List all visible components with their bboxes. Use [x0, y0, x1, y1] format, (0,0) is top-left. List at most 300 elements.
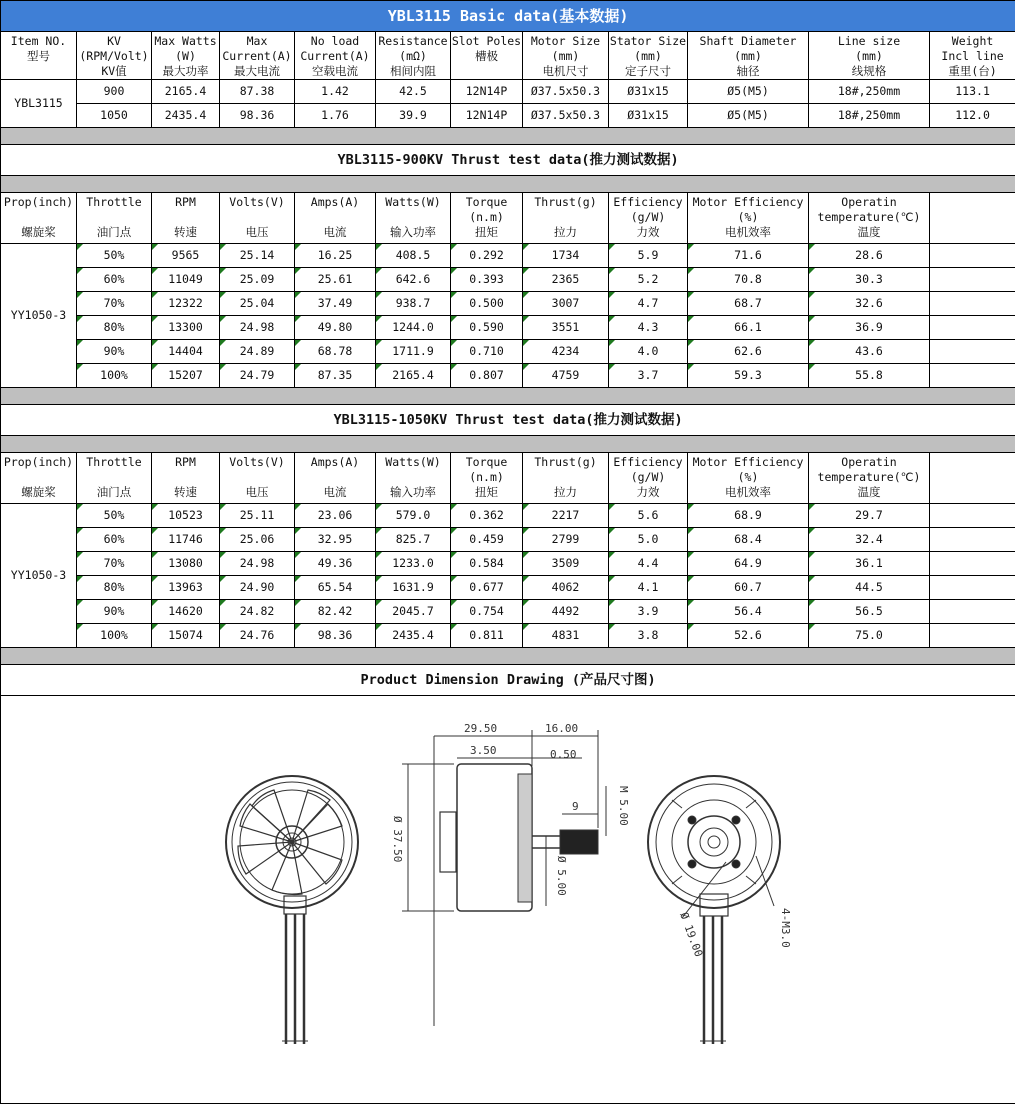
thrust-data-cell: 14404: [152, 340, 220, 364]
thrust-data-cell: 4492: [523, 600, 609, 624]
thrust-data-cell: 55.8: [809, 364, 930, 388]
thrust-data-cell: 30.3: [809, 268, 930, 292]
empty-header-cell: [930, 453, 1015, 504]
header-line: 力效: [636, 485, 660, 499]
header-line: KV: [107, 34, 121, 48]
thrust-data-cell: 3007: [523, 292, 609, 316]
header-line: 槽极: [475, 49, 498, 63]
thrust-data-cell: 64.9: [688, 552, 809, 576]
motor-front-view: [226, 776, 358, 1044]
basic-header-cell: [295, 32, 376, 80]
thrust-header-cell: [295, 453, 376, 504]
thrust-data-cell: 12322: [152, 292, 220, 316]
basic-data-cell: 113.1: [930, 80, 1015, 104]
thrust-data-cell: 43.6: [809, 340, 930, 364]
header-line: 型号: [27, 49, 50, 63]
thrust-data-cell: 59.3: [688, 364, 809, 388]
thrust-data-cell: 5.9: [609, 244, 688, 268]
basic-data-cell: 112.0: [930, 104, 1015, 128]
dim-5-00: Ø 5.00: [554, 856, 568, 896]
empty-cell: [930, 340, 1015, 364]
thrust-data-cell: 3509: [523, 552, 609, 576]
test900-body: [1, 244, 1015, 388]
thrust-data-cell: 4234: [523, 340, 609, 364]
thrust-data-cell: 25.11: [220, 504, 295, 528]
thrust-data-row: [1, 624, 1015, 648]
thrust-data-cell: 1244.0: [376, 316, 451, 340]
thrust-data-cell: 24.98: [220, 316, 295, 340]
thrust-data-cell: 0.754: [451, 600, 523, 624]
thrust-data-cell: 28.6: [809, 244, 930, 268]
thrust-data-cell: 5.6: [609, 504, 688, 528]
thrust-header-cell: [77, 453, 152, 504]
header-line: Amps(A): [310, 195, 360, 209]
separator: [1, 128, 1015, 145]
header-line: 线规格: [851, 64, 887, 78]
thrust-data-row: [1, 316, 1015, 340]
header-line: 电流: [323, 225, 347, 239]
header-line: Current(A): [300, 49, 370, 63]
header-line: 相间内阻: [390, 64, 436, 78]
header-line: (mm): [855, 49, 883, 63]
thrust-header-cell: [220, 453, 295, 504]
dim-4-m3: 4-M3.0: [778, 908, 792, 948]
header-line: No load: [310, 34, 360, 48]
basic-data-cell: Ø31x15: [609, 80, 688, 104]
thrust-header-cell: [220, 193, 295, 244]
thrust-data-cell: 1711.9: [376, 340, 451, 364]
thrust-header-cell: [451, 193, 523, 244]
header-line: Throttle: [86, 455, 142, 469]
thrust-data-cell: 65.54: [295, 576, 376, 600]
thrust-data-row: [1, 504, 1015, 528]
header-line: 最大功率: [162, 64, 209, 78]
thrust-data-cell: 0.807: [451, 364, 523, 388]
empty-cell: [930, 528, 1015, 552]
basic-header-cell: [1, 32, 77, 80]
empty-header-cell: [930, 193, 1015, 244]
dim-29-50: 29.50: [463, 722, 497, 735]
thrust-data-cell: 70%: [77, 292, 152, 316]
thrust-data-cell: 24.82: [220, 600, 295, 624]
header-line: 重里(台): [948, 64, 997, 78]
thrust-data-cell: 9565: [152, 244, 220, 268]
header-line: (%): [737, 470, 759, 484]
header-line: Slot Poles: [451, 34, 522, 48]
header-line: 油门点: [96, 485, 132, 499]
separator: [1, 436, 1015, 453]
header-line: [220, 470, 294, 485]
header-line: Efficiency: [613, 195, 683, 209]
dim-3-50: 3.50: [469, 744, 497, 757]
header-line: Volts(V): [229, 195, 285, 209]
thrust-data-cell: 0.500: [451, 292, 523, 316]
thrust-data-cell: 70%: [77, 552, 152, 576]
dim-m5: M 5.00: [616, 786, 630, 826]
dim-37-50: Ø 37.50: [390, 816, 404, 863]
thrust-data-cell: 37.49: [295, 292, 376, 316]
header-line: 输入功率: [390, 225, 436, 239]
thrust-data-cell: 2365: [523, 268, 609, 292]
thrust-header-cell: [809, 453, 930, 504]
thrust-data-cell: 23.06: [295, 504, 376, 528]
header-line: Motor Size: [530, 34, 601, 48]
prop-cell: YY1050-3: [1, 504, 77, 648]
empty-cell: [930, 624, 1015, 648]
thrust-data-cell: 0.590: [451, 316, 523, 340]
basic-data-cell: 98.36: [220, 104, 295, 128]
header-line: (RPM/Volt): [79, 49, 149, 63]
empty-cell: [930, 552, 1015, 576]
header-line: RPM: [175, 455, 196, 469]
thrust-data-cell: 52.6: [688, 624, 809, 648]
thrust-data-cell: 25.61: [295, 268, 376, 292]
thrust-data-cell: 36.9: [809, 316, 930, 340]
basic-header-cell: [220, 32, 295, 80]
thrust-header-cell: [523, 193, 609, 244]
thrust-data-cell: 938.7: [376, 292, 451, 316]
header-line: 油门点: [96, 225, 132, 239]
header-line: Prop(inch): [3, 195, 74, 209]
thrust-data-cell: 11746: [152, 528, 220, 552]
thrust-data-cell: 50%: [77, 504, 152, 528]
thrust-data-cell: 15207: [152, 364, 220, 388]
thrust-data-cell: 15074: [152, 624, 220, 648]
test1050-header-row: [1, 453, 1015, 504]
thrust-data-cell: 3.8: [609, 624, 688, 648]
thrust-data-cell: 56.5: [809, 600, 930, 624]
thrust-data-row: [1, 576, 1015, 600]
basic-data-cell: Ø37.5x50.3: [523, 80, 609, 104]
basic-data-cell: 1.76: [295, 104, 376, 128]
thrust-data-cell: 62.6: [688, 340, 809, 364]
empty-cell: [930, 504, 1015, 528]
thrust-data-row: [1, 600, 1015, 624]
header-line: Motor Efficiency: [692, 195, 804, 209]
header-line: [523, 210, 608, 225]
thrust-header-cell: [809, 193, 930, 244]
test900-title: YBL3115-900KV Thrust test data(推力测试数据): [1, 145, 1015, 176]
dim-16-00: 16.00: [544, 722, 578, 735]
empty-cell: [930, 268, 1015, 292]
thrust-data-cell: 90%: [77, 340, 152, 364]
header-line: temperature(℃): [817, 210, 921, 224]
thrust-data-cell: 24.98: [220, 552, 295, 576]
header-line: Item NO.: [10, 34, 67, 48]
thrust-header-cell: [376, 453, 451, 504]
thrust-data-cell: 3551: [523, 316, 609, 340]
header-line: 定子尺寸: [625, 64, 671, 78]
empty-cell: [930, 244, 1015, 268]
thrust-data-cell: 2435.4: [376, 624, 451, 648]
header-line: [376, 210, 450, 225]
thrust-data-cell: 25.06: [220, 528, 295, 552]
thrust-data-cell: 32.95: [295, 528, 376, 552]
thrust-data-cell: 0.459: [451, 528, 523, 552]
header-line: [77, 470, 151, 485]
thrust-data-cell: 4.4: [609, 552, 688, 576]
thrust-data-cell: 49.80: [295, 316, 376, 340]
thrust-data-cell: 0.677: [451, 576, 523, 600]
header-line: (n.m): [469, 210, 504, 224]
thrust-data-cell: 71.6: [688, 244, 809, 268]
header-line: (%): [737, 210, 759, 224]
header-line: [1, 470, 76, 485]
thrust-data-cell: 80%: [77, 576, 152, 600]
thrust-header-cell: [609, 453, 688, 504]
dimension-drawing: [2, 696, 1015, 1099]
header-line: 电机效率: [725, 225, 771, 239]
thrust-header-cell: [152, 193, 220, 244]
header-line: 输入功率: [390, 485, 436, 499]
header-line: 电压: [245, 485, 269, 499]
header-line: Torque: [465, 195, 508, 209]
thrust-data-cell: 408.5: [376, 244, 451, 268]
thrust-data-row: [1, 364, 1015, 388]
header-line: Efficiency: [613, 455, 683, 469]
empty-cell: [930, 364, 1015, 388]
header-line: Operatin: [841, 455, 897, 469]
basic-data-cell: 1050: [77, 104, 152, 128]
header-line: 转速: [174, 225, 197, 239]
thrust-header-cell: [295, 193, 376, 244]
basic-data-cell: Ø5(M5): [688, 80, 809, 104]
header-line: (mm): [551, 49, 580, 63]
header-line: (mΩ): [399, 49, 427, 63]
header-line: 螺旋桨: [21, 225, 56, 239]
thrust-data-cell: 90%: [77, 600, 152, 624]
thrust-header-cell: [688, 453, 809, 504]
thrust-data-cell: 4.1: [609, 576, 688, 600]
header-line: Shaft Diameter: [699, 34, 797, 48]
thrust-data-cell: 60%: [77, 528, 152, 552]
header-line: Line size: [837, 34, 901, 48]
header-line: [152, 470, 219, 485]
header-line: KV值: [101, 64, 127, 78]
thrust-data-cell: 66.1: [688, 316, 809, 340]
basic-data-cell: Ø5(M5): [688, 104, 809, 128]
thrust-data-cell: 0.362: [451, 504, 523, 528]
basic-header-row: [1, 32, 1015, 80]
basic-data-cell: 18#,250mm: [809, 80, 930, 104]
thrust-data-cell: 68.78: [295, 340, 376, 364]
thrust-data-row: [1, 340, 1015, 364]
thrust-data-cell: 44.5: [809, 576, 930, 600]
header-line: [220, 210, 294, 225]
thrust-header-cell: [152, 453, 220, 504]
thrust-data-cell: 16.25: [295, 244, 376, 268]
header-line: [376, 470, 450, 485]
basic-data-row: [1, 104, 1015, 128]
basic-header-cell: [688, 32, 809, 80]
dim-9: 9: [571, 800, 579, 813]
thrust-data-cell: 98.36: [295, 624, 376, 648]
thrust-data-cell: 25.04: [220, 292, 295, 316]
header-line: Throttle: [86, 195, 142, 209]
thrust-data-cell: 68.9: [688, 504, 809, 528]
thrust-data-cell: 14620: [152, 600, 220, 624]
header-line: (n.m): [469, 470, 504, 484]
header-line: 扭矩: [475, 485, 498, 499]
header-line: RPM: [175, 195, 196, 209]
header-line: Thrust(g): [534, 455, 597, 469]
thrust-data-cell: 60%: [77, 268, 152, 292]
thrust-data-row: [1, 528, 1015, 552]
thrust-data-cell: 5.2: [609, 268, 688, 292]
thrust-header-cell: [77, 193, 152, 244]
motor-side-view: [402, 730, 606, 1026]
thrust-data-cell: 13300: [152, 316, 220, 340]
basic-data-cell: 87.38: [220, 80, 295, 104]
header-line: Max Watts: [154, 34, 217, 48]
basic-header-cell: [376, 32, 451, 80]
thrust-data-cell: 2217: [523, 504, 609, 528]
basic-body: [1, 80, 1015, 128]
basic-header-cell: [930, 32, 1015, 80]
separator: [1, 176, 1015, 193]
dim-19-00: Ø 19.00: [676, 910, 705, 959]
header-line: Prop(inch): [3, 455, 74, 469]
motor-back-view: [648, 776, 780, 1044]
thrust-data-cell: 0.710: [451, 340, 523, 364]
thrust-data-cell: 1631.9: [376, 576, 451, 600]
thrust-data-cell: 25.09: [220, 268, 295, 292]
thrust-data-cell: 29.7: [809, 504, 930, 528]
header-line: (mm): [634, 49, 662, 63]
basic-header-cell: [152, 32, 220, 80]
basic-data-cell: Ø31x15: [609, 104, 688, 128]
thrust-data-row: [1, 292, 1015, 316]
basic-data-cell: 12N14P: [451, 104, 523, 128]
thrust-data-cell: 13963: [152, 576, 220, 600]
thrust-data-cell: 3.7: [609, 364, 688, 388]
thrust-header-cell: [376, 193, 451, 244]
basic-header-cell: [451, 32, 523, 80]
header-line: Watts(W): [385, 195, 441, 209]
basic-data-row: [1, 80, 1015, 104]
header-line: (mm): [734, 49, 762, 63]
item-number-cell: YBL3115: [1, 80, 77, 128]
thrust-data-cell: 11049: [152, 268, 220, 292]
thrust-data-cell: 80%: [77, 316, 152, 340]
thrust-data-cell: 825.7: [376, 528, 451, 552]
basic-data-cell: 1.42: [295, 80, 376, 104]
basic-data-cell: 39.9: [376, 104, 451, 128]
thrust-data-cell: 4.0: [609, 340, 688, 364]
thrust-data-cell: 2165.4: [376, 364, 451, 388]
header-line: (g/W): [630, 210, 666, 224]
separator: [1, 648, 1015, 665]
thrust-data-cell: 50%: [77, 244, 152, 268]
basic-data-cell: 12N14P: [451, 80, 523, 104]
thrust-data-cell: 2045.7: [376, 600, 451, 624]
thrust-data-row: [1, 268, 1015, 292]
test900-header-row: [1, 193, 1015, 244]
header-line: Watts(W): [385, 455, 441, 469]
thrust-data-cell: 0.292: [451, 244, 523, 268]
thrust-data-cell: 24.76: [220, 624, 295, 648]
header-line: Current(A): [222, 49, 292, 63]
thrust-data-cell: 60.7: [688, 576, 809, 600]
thrust-header-cell: [523, 453, 609, 504]
header-line: 扭矩: [475, 225, 498, 239]
basic-data-cell: 2165.4: [152, 80, 220, 104]
header-line: [77, 210, 151, 225]
basic-header-cell: [609, 32, 688, 80]
thrust-data-cell: 49.36: [295, 552, 376, 576]
thrust-data-cell: 68.4: [688, 528, 809, 552]
empty-cell: [930, 576, 1015, 600]
header-line: Thrust(g): [534, 195, 597, 209]
thrust-data-cell: 4.7: [609, 292, 688, 316]
header-line: Resistance: [378, 34, 448, 48]
basic-data-cell: 42.5: [376, 80, 451, 104]
thrust-data-cell: 0.393: [451, 268, 523, 292]
thrust-data-row: [1, 244, 1015, 268]
header-line: [152, 210, 219, 225]
header-line: [1, 210, 76, 225]
dim-0-50: 0.50: [549, 748, 577, 761]
header-line: Weight: [951, 34, 994, 48]
thrust-data-cell: 82.42: [295, 600, 376, 624]
thrust-data-cell: 13080: [152, 552, 220, 576]
thrust-data-cell: 4.3: [609, 316, 688, 340]
basic-data-cell: 900: [77, 80, 152, 104]
basic-data-title: YBL3115 Basic data(基本数据): [1, 1, 1015, 32]
header-line: [295, 470, 375, 485]
header-line: 轴径: [736, 64, 760, 78]
thrust-header-cell: [609, 193, 688, 244]
basic-data-cell: Ø37.5x50.3: [523, 104, 609, 128]
header-line: 空载电流: [312, 64, 358, 78]
empty-cell: [930, 600, 1015, 624]
thrust-data-cell: 24.89: [220, 340, 295, 364]
thrust-data-cell: 68.7: [688, 292, 809, 316]
thrust-data-cell: 1734: [523, 244, 609, 268]
thrust-data-cell: 24.90: [220, 576, 295, 600]
header-line: temperature(℃): [817, 470, 921, 484]
header-line: Torque: [465, 455, 508, 469]
basic-data-cell: 2435.4: [152, 104, 220, 128]
header-line: Incl line: [941, 49, 1004, 63]
thrust-data-cell: 10523: [152, 504, 220, 528]
header-line: 最大电流: [234, 64, 280, 78]
thrust-data-cell: 75.0: [809, 624, 930, 648]
prop-cell: YY1050-3: [1, 244, 77, 388]
header-line: Volts(V): [229, 455, 285, 469]
header-line: 拉力: [554, 485, 577, 499]
thrust-data-cell: 5.0: [609, 528, 688, 552]
thrust-data-cell: 2799: [523, 528, 609, 552]
header-line: 力效: [636, 225, 660, 239]
basic-header-cell: [809, 32, 930, 80]
thrust-header-cell: [1, 193, 77, 244]
thrust-data-cell: 3.9: [609, 600, 688, 624]
basic-header-cell: [523, 32, 609, 80]
thrust-data-cell: 70.8: [688, 268, 809, 292]
thrust-data-cell: 24.79: [220, 364, 295, 388]
header-line: 螺旋桨: [21, 485, 56, 499]
header-line: 电流: [323, 485, 347, 499]
header-line: Operatin: [841, 195, 897, 209]
thrust-data-cell: 0.811: [451, 624, 523, 648]
thrust-data-row: [1, 552, 1015, 576]
header-line: 电压: [245, 225, 269, 239]
thrust-data-cell: 36.1: [809, 552, 930, 576]
thrust-data-cell: 32.6: [809, 292, 930, 316]
test1050-body: [1, 504, 1015, 648]
header-line: Stator Size: [609, 34, 687, 48]
